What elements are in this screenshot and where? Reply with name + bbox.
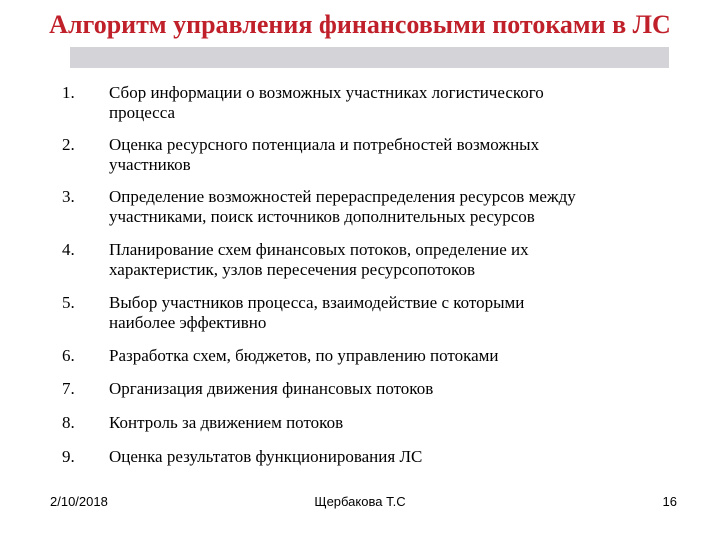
footer-page-number: 16 [662,494,677,509]
list-item-line: Организация движения финансовых потоков [109,379,434,398]
list-item-line: наиболее эффективно [109,313,267,332]
list-item-number: 5. [62,293,75,312]
footer-date: 2/10/2018 [50,494,108,509]
list-item-number: 7. [62,379,75,398]
list-item-line: Оценка результатов функционирования ЛС [109,447,423,466]
list-item-line: Выбор участников процесса, взаимодействие с которыми [109,293,525,312]
list-item-number: 9. [62,447,75,466]
list-item-line: характеристик, узлов пересечения ресурсопотоков [109,260,475,279]
list-item-line: Контроль за движением потоков [109,413,344,432]
list-item-line: участниками, поиск источников дополнительных ресурсов [109,207,535,226]
list-item-number: 2. [62,135,75,154]
list-item-text [109,135,669,175]
list-item-line: Планирование схем финансовых потоков, определение их [109,240,529,259]
list-item-number: 4. [62,240,75,259]
list-item-line: Сбор информации о возможных участниках логистического [109,83,544,102]
list-item-text [109,187,669,227]
footer-author: Щербакова Т.С [314,494,406,509]
list-item-line: Оценка ресурсного потенциала и потребностей возможных [109,135,540,154]
list-item-text [109,293,669,333]
list-item-line: Разработка схем, бюджетов, по управлению потоками [109,346,499,365]
title-underline-bar [70,47,669,68]
list-item-number: 1. [62,83,75,102]
list-item-text [109,240,669,280]
list-item-number: 8. [62,413,75,432]
list-item-text [109,413,669,433]
list-item-number: 6. [62,346,75,365]
list-item-text [109,379,669,399]
list-item-line: участников [109,155,191,174]
list-item-text [109,83,669,123]
slide-title: Алгоритм управления финансовыми потоками в ЛС [49,10,671,39]
list-item-text [109,346,669,366]
list-item-number: 3. [62,187,75,206]
list-item-line: процесса [109,103,176,122]
list-item-text [109,447,669,467]
list-item-line: Определение возможностей перераспределения ресурсов между [109,187,576,206]
